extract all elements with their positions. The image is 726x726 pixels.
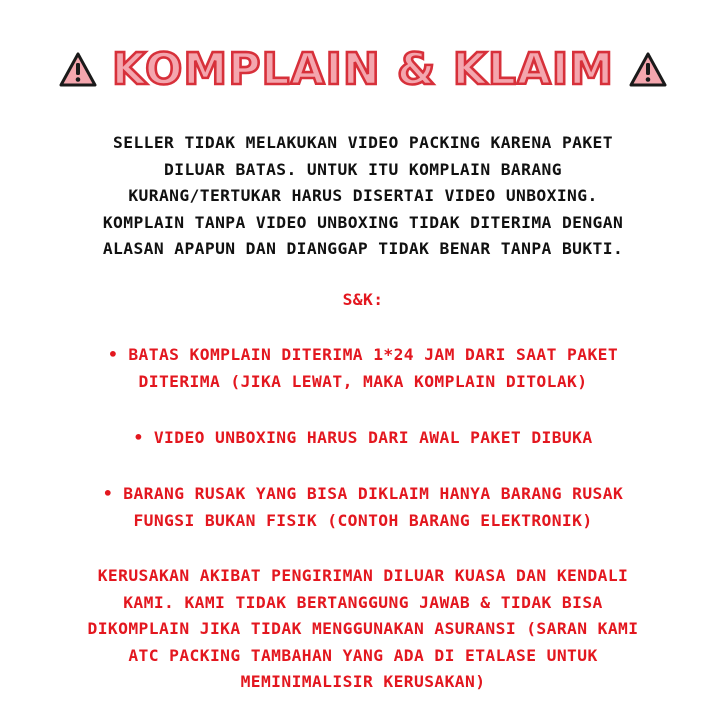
terms-heading — [40, 287, 686, 314]
terms-bullet — [40, 342, 686, 395]
intro-paragraph — [40, 130, 686, 263]
closing-line: ATC PACKING TAMBAHAN YANG ADA DI ETALASE UNTUK — [128, 645, 598, 665]
closing-line: MEMINIMALISIR KERUSAKAN) — [240, 672, 486, 691]
bullet-line: • BATAS KOMPLAIN DITERIMA 1*24 JAM DARI SAAT PAKET — [107, 345, 619, 364]
closing-line: KERUSAKAN AKIBAT PENGIRIMAN DILUAR KUASA DAN KENDALI — [97, 566, 629, 585]
closing-paragraph — [30, 563, 696, 696]
bullet-line: • BARANG RUSAK YANG BISA DIKLAIM HANYA BARANG RUSAK — [102, 484, 624, 503]
terms-bullet — [40, 425, 686, 452]
bullet-line: DITERIMA (JIKA LEWAT, MAKA KOMPLAIN DITOLAK) — [138, 371, 588, 391]
title-row — [0, 42, 726, 98]
bullet-line: FUNGSI BUKAN FISIK (CONTOH BARANG ELEKTRONIK) — [133, 510, 593, 530]
warning-triangle-icon — [58, 51, 98, 89]
closing-line: KAMI. KAMI TIDAK BERTANGGUNG JAWAB & TIDAK BISA — [123, 592, 603, 612]
intro-line: KURANG/TERTUKAR HARUS DISERTAI VIDEO UNBOXING. — [128, 186, 598, 205]
warning-triangle-icon — [628, 51, 668, 89]
page-title: KOMPLAIN & KLAIM — [111, 44, 615, 95]
intro-line: SELLER TIDAK MELAKUKAN VIDEO PACKING KARENA PAKET — [113, 133, 613, 152]
intro-line: DILUAR BATAS. UNTUK ITU KOMPLAIN BARANG — [164, 159, 562, 179]
closing-line: DIKOMPLAIN JIKA TIDAK MENGGUNAKAN ASURANSI (SARAN KAMI — [87, 619, 639, 638]
intro-line: KOMPLAIN TANPA VIDEO UNBOXING TIDAK DITERIMA DENGAN — [102, 212, 624, 232]
terms-bullet — [40, 481, 686, 534]
bullet-line: • VIDEO UNBOXING HARUS DARI AWAL PAKET DIBUKA — [133, 428, 593, 447]
intro-line: ALASAN APAPUN DAN DIANGGAP TIDAK BENAR TANPA BUKTI. — [102, 239, 624, 258]
terms-heading-text: S&K: — [342, 290, 384, 309]
